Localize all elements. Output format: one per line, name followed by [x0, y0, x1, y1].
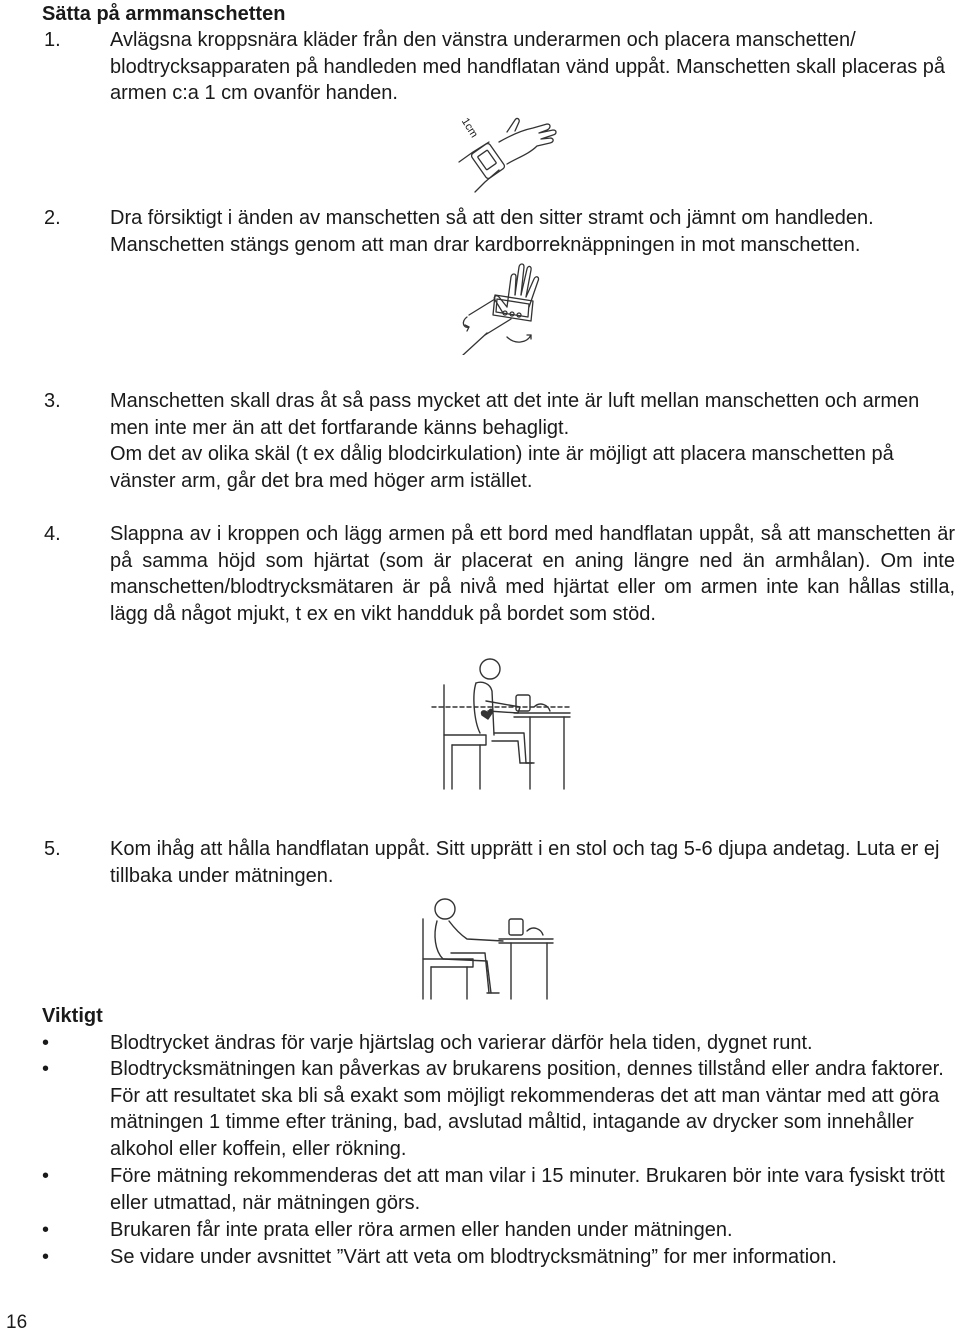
bullet-2-symbol: •: [42, 1058, 50, 1080]
bullet-4-text: Brukaren får inte prata eller röra armen eller handen under mätningen.: [110, 1219, 733, 1241]
important-title: Viktigt: [42, 1005, 103, 1027]
step-5-text: Kom ihåg att hålla handflatan uppåt. Sitt upprätt i en stol och tag 5-6 djupa andetag. Luta er ej tillbaka under mätningen.: [110, 838, 940, 887]
upright-seated-illustration: [415, 895, 560, 1000]
bullet-3-text: Före mätning rekommenderas det att man vilar i 15 minuter. Brukaren bör inte vara fysiskt trött eller utmattad, när mätningen görs.: [110, 1165, 945, 1214]
step-5-number: 5.: [44, 838, 61, 860]
bullet-3-symbol: •: [42, 1165, 50, 1187]
bullet-1-text: Blodtrycket ändras för varje hjärtslag och varierar därför hela tiden, dygnet runt.: [110, 1032, 813, 1054]
step-2-text: Dra försiktigt i änden av manschetten så att den sitter stramt och jämnt om handleden. Manschetten stängs genom att man drar kardborreknäppningen in mot manschetten.: [110, 207, 874, 256]
step-1-text: Avlägsna kroppsnära kläder från den vänstra underarmen och placera manschetten/ blodtrycksapparaten på handleden med handflatan vänd uppåt. Manschetten skall placeras på armen c:a 1 cm ovanför handen.: [110, 29, 946, 104]
page-number: 16: [6, 1312, 28, 1333]
wrist-cuff-illustration: [455, 112, 565, 198]
step-3-text-2: Om det av olika skäl (t ex dålig blodcirkulation) inte är möjligt att placera manschetten på vänster arm, går det bra med höger arm istället.: [110, 443, 894, 492]
step-4-text: Slappna av i kroppen och lägg armen på ett bord med handflatan uppåt, så att manschetten är på samma höjd som hjärtat (som är placerat en aning längre ned än armhålan). Om inte manschetten/blodtrycksmätaren är på nivå med hjärtat eller om armen inte kan hållas stilla, lägg då något mjukt, t ex en vikt handduk på bordet som stöd.: [110, 523, 955, 625]
step-4-number: 4.: [44, 523, 61, 545]
bullet-1-symbol: •: [42, 1032, 50, 1054]
bullet-4-symbol: •: [42, 1219, 50, 1241]
bullet-5-symbol: •: [42, 1246, 50, 1268]
step-1-number: 1.: [44, 29, 61, 51]
seated-heart-level-illustration: [430, 655, 575, 790]
one-cm-label: 1cm: [458, 116, 481, 140]
bullet-2-text: Blodtrycksmätningen kan påverkas av brukarens position, dennes tillstånd eller andra faktorer. För att resultatet ska bli så exakt som möjligt rekommenderas det att man väntar med att göra mätningen 1 timme efter träning, bad, avslutad måltid, intagande av drycker som innehåller alkohol eller koffein, eller rökning.: [110, 1058, 944, 1160]
section-title: Sätta på armmanschetten: [42, 3, 286, 25]
bullet-5-text: Se vidare under avsnittet ”Värt att veta om blodtrycksmätning” for mer information.: [110, 1246, 837, 1268]
step-2-number: 2.: [44, 207, 61, 229]
step-3-text: Manschetten skall dras åt så pass mycket att det inte är luft mellan manschetten och armen men inte mer än att det fortfarande känns behagligt.: [110, 390, 920, 439]
cuff-tightening-illustration: [455, 255, 555, 355]
step-3-number: 3.: [44, 390, 61, 412]
